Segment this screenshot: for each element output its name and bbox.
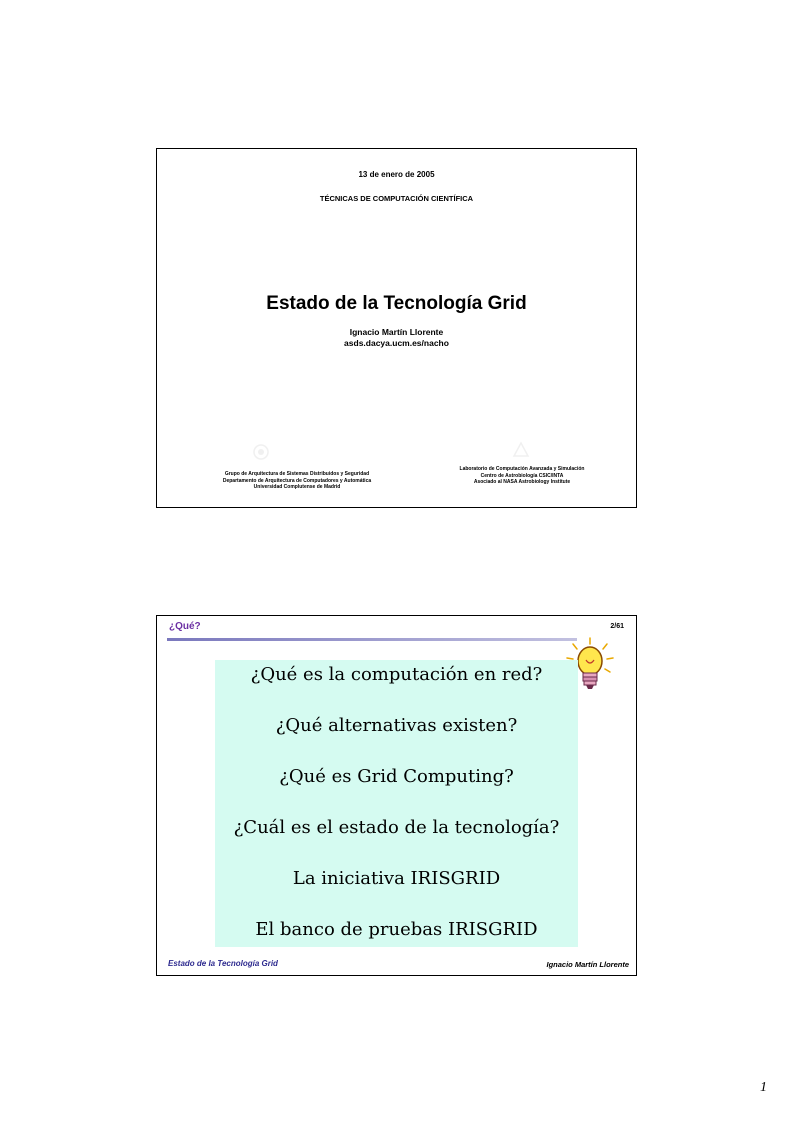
section-title: ¿Qué? — [169, 621, 201, 632]
content-slide — [156, 615, 637, 976]
slide-date: 13 de enero de 2005 — [358, 170, 435, 179]
list-item: ¿Qué alternativas existen? — [275, 715, 518, 736]
affiliation-line: Laboratorio de Computación Avanzada y Simulación — [459, 466, 585, 472]
author-url: asds.dacya.ucm.es/nacho — [344, 338, 449, 348]
institute-logo-icon — [512, 441, 530, 459]
course-name: TÉCNICAS DE COMPUTACIÓN CIENTÍFICA — [319, 194, 474, 203]
list-item: ¿Qué es la computación en red? — [250, 664, 543, 685]
list-item: La iniciativa IRISGRID — [292, 868, 501, 889]
author-name: Ignacio Martín Llorente — [349, 327, 444, 337]
affiliation-line: Universidad Complutense de Madrid — [253, 484, 341, 490]
footer-title: Estado de la Tecnología Grid — [168, 959, 278, 968]
list-item: ¿Cuál es el estado de la tecnología? — [233, 817, 560, 838]
affiliation-left — [197, 471, 397, 491]
title-slide — [156, 148, 637, 508]
affiliation-line: Centro de Astrobiología CSIC/INTA — [480, 472, 564, 479]
slide-page-counter: 2/61 — [610, 623, 624, 630]
footer-author: Ignacio Martín Llorente — [546, 960, 629, 969]
university-logo-icon — [252, 443, 270, 461]
affiliation-right — [447, 466, 597, 486]
affiliation-line: Asociado al NASA Astrobiology Institute — [473, 479, 571, 485]
affiliation-line: Departamento de Arquitectura de Computadores y Automática — [222, 477, 372, 484]
slide-title: Estado de la Tecnología Grid — [266, 293, 527, 314]
list-item: ¿Qué es Grid Computing? — [279, 766, 514, 787]
header-rule — [167, 638, 577, 641]
page-number: 1 — [760, 1080, 767, 1095]
affiliation-line: Grupo de Arquitectura de Sistemas Distribuidos y Seguridad — [224, 471, 370, 477]
list-item: El banco de pruebas IRISGRID — [255, 919, 538, 940]
questions-box — [215, 660, 578, 947]
